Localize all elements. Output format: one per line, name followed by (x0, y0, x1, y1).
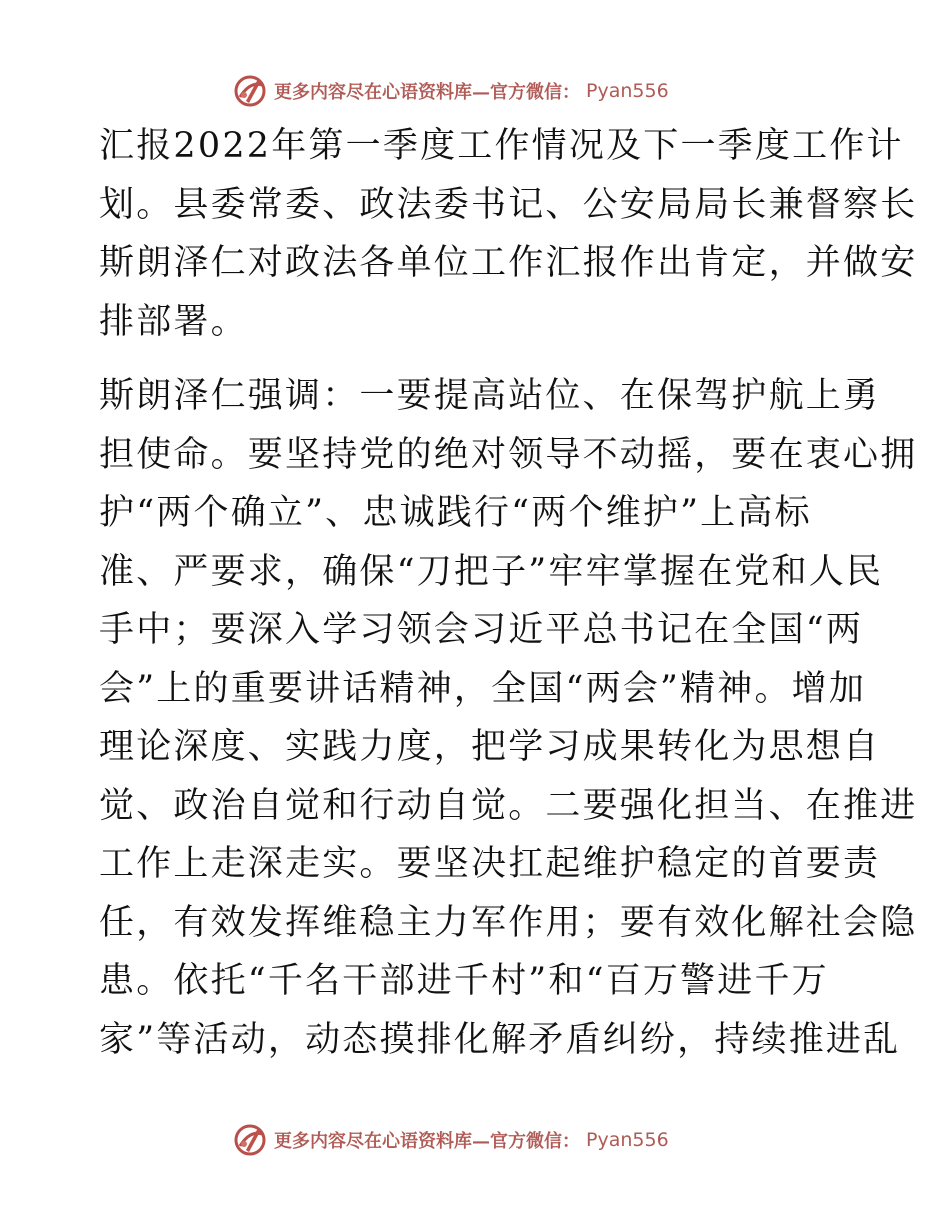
text-line: 护“两个确立”、忠诚践行“两个维护”上高标 (99, 493, 812, 533)
text-line: 斯朗泽仁对政法各单位工作汇报作出肯定，并做安 (99, 243, 918, 283)
text-line: 斯朗泽仁强调：一要提高站位、在保驾护航上勇 (99, 376, 881, 416)
text-line: 家”等活动，动态摸排化解矛盾纠纷，持续推进乱 (99, 1019, 901, 1060)
pen-logo-icon (232, 1122, 268, 1158)
text-line: 担使命。要坚持党的绝对领导不动摇，要在衷心拥 (99, 434, 918, 475)
text-line: 理论深度、实践力度，把学习成果转化为思想自 (99, 727, 881, 767)
text-line: 任，有效发挥维稳主力军作用；要有效化解社会隐 (99, 902, 918, 943)
watermark-text: 更多内容尽在心语资料库—官方微信： (274, 82, 580, 103)
watermark-text: 更多内容尽在心语资料库—官方微信： (274, 1131, 580, 1152)
text-line: 准、严要求，确保“刀把子”牢牢掌握在党和人民 (99, 551, 884, 592)
text-line: 汇报2022年第一季度工作情况及下一季度工作计 (99, 126, 904, 166)
header-watermark (232, 72, 669, 110)
text-line: 觉、政治自觉和行动自觉。二要强化担当、在推进 (99, 785, 918, 826)
text-line: 排部署。 (99, 301, 248, 342)
text-line: 会”上的重要讲话精神，全国“两会”精神。增加 (99, 668, 867, 709)
watermark-code: Pyan556 (586, 80, 669, 102)
footer-watermark (232, 1121, 669, 1159)
text-line: 患。依托“千名干部进千村”和“百万警进千万 (99, 961, 829, 1001)
text-line: 划。县委常委、政法委书记、公安局局长兼督察长 (99, 184, 918, 225)
pen-logo-icon (232, 73, 268, 109)
text-line: 工作上走深走实。要坚决扛起维护稳定的首要责 (99, 844, 881, 884)
text-line: 手中；要深入学习领会习近平总书记在全国“两 (99, 610, 864, 650)
paragraph-2 (99, 367, 918, 1069)
paragraph-1 (99, 117, 918, 351)
watermark-code: Pyan556 (586, 1129, 669, 1151)
